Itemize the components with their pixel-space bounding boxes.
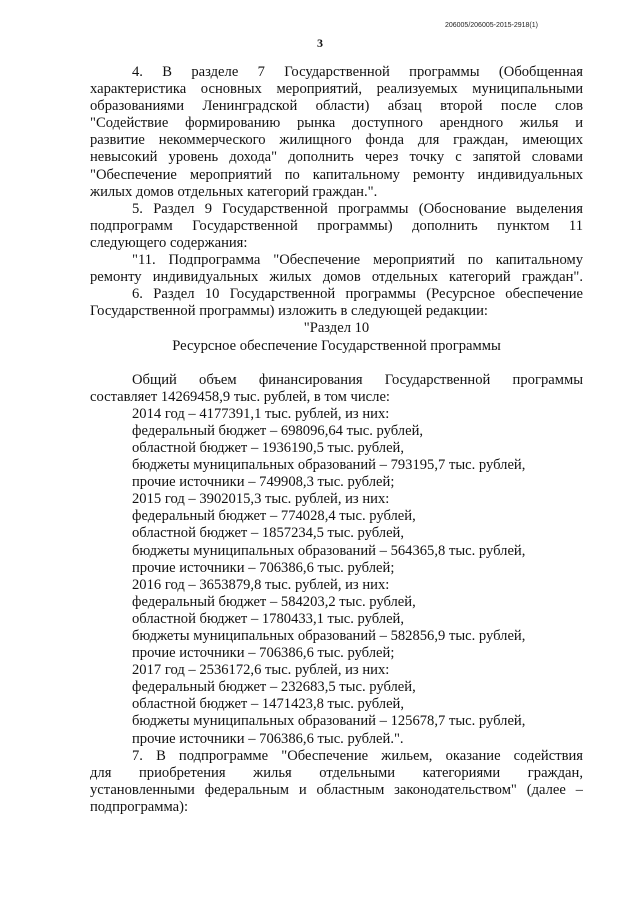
text-line: областной бюджет – 1857234,5 тыс. рублей, xyxy=(132,525,405,542)
text-line: Общий объем финансирования Государственной программы xyxy=(132,371,583,388)
text-line: Ресурсное обеспечение Государственной программы xyxy=(172,337,501,354)
text-line: прочие источники – 706386,6 тыс. рублей; xyxy=(132,645,395,662)
text-line: областной бюджет – 1936190,5 тыс. рублей, xyxy=(132,439,405,456)
text-line: 2017 год – 2536172,6 тыс. рублей, из них: xyxy=(132,662,390,679)
text-line: федеральный бюджет – 584203,2 тыс. рублей, xyxy=(132,593,416,610)
text-line: 6. Раздел 10 Государственной программы (Ресурсное обеспечение xyxy=(132,286,583,303)
text-line: 2014 год – 4177391,1 тыс. рублей, из них: xyxy=(132,405,390,422)
text-line: ремонту индивидуальных жилых домов отдельных категорий граждан". xyxy=(90,269,583,286)
text-line: жилых домов отдельных категорий граждан.". xyxy=(90,183,378,200)
text-line: "Обеспечение мероприятий по капитальному ремонту индивидуальных xyxy=(90,166,583,183)
text-line: характеристика основных мероприятий, реализуемых муниципальными xyxy=(90,81,583,98)
document-body xyxy=(90,64,583,816)
text-line: "Содействие формированию рынка доступного арендного жилья и xyxy=(90,115,583,132)
document-code: 206005/206005-2015-2918(1) xyxy=(444,22,538,29)
text-line: подпрограмм Государственной программы) дополнить пунктом 11 xyxy=(90,217,583,234)
text-line: прочие источники – 706386,6 тыс. рублей.". xyxy=(132,730,404,747)
text-line: прочие источники – 749908,3 тыс. рублей; xyxy=(132,474,395,491)
text-line: 5. Раздел 9 Государственной программы (Обоснование выделения xyxy=(132,200,583,217)
text-line: бюджеты муниципальных образований – 564365,8 тыс. рублей, xyxy=(132,542,526,559)
text-line: федеральный бюджет – 774028,4 тыс. рублей, xyxy=(132,508,416,525)
text-line: бюджеты муниципальных образований – 793195,7 тыс. рублей, xyxy=(132,457,526,474)
text-line: областной бюджет – 1780433,1 тыс. рублей, xyxy=(132,610,405,627)
text-line: прочие источники – 706386,6 тыс. рублей; xyxy=(132,559,395,576)
text-line: 4. В разделе 7 Государственной программы (Обобщенная xyxy=(132,64,583,80)
text-line: для приобретения жилья отдельными категориями граждан, xyxy=(90,764,583,781)
text-line: 2016 год – 3653879,8 тыс. рублей, из них: xyxy=(132,576,390,593)
text-line: федеральный бюджет – 698096,64 тыс. рублей, xyxy=(132,422,424,439)
text-line: "Раздел 10 xyxy=(303,320,370,337)
text-line: Государственной программы) изложить в следующей редакции: xyxy=(90,303,488,320)
blank-line xyxy=(90,355,583,372)
text-line: 2015 год – 3902015,3 тыс. рублей, из них: xyxy=(132,491,390,508)
text-line: установленными федеральным и областным законодательством" (далее – xyxy=(90,781,583,798)
text-line: областной бюджет – 1471423,8 тыс. рублей, xyxy=(132,696,405,713)
text-line: бюджеты муниципальных образований – 125678,7 тыс. рублей, xyxy=(132,713,526,730)
text-line: составляет 14269458,9 тыс. рублей, в том числе: xyxy=(90,388,390,405)
text-line: федеральный бюджет – 232683,5 тыс. рублей, xyxy=(132,679,416,696)
text-line: невысокий уровень дохода" дополнить через точку с запятой словами xyxy=(90,149,583,166)
text-line: бюджеты муниципальных образований – 582856,9 тыс. рублей, xyxy=(132,628,526,644)
text-line: "11. Подпрограмма "Обеспечение мероприятий по капитальному xyxy=(132,252,583,269)
text-line: подпрограмма): xyxy=(90,798,189,815)
text-line: развитие некоммерческого жилищного фонда для граждан, имеющих xyxy=(90,132,583,149)
page-number: 3 xyxy=(317,36,323,50)
text-line: следующего содержания: xyxy=(90,234,248,251)
text-line: 7. В подпрограмме "Обеспечение жильем, оказание содействия xyxy=(132,747,583,764)
text-line: образованиями Ленинградской области) абзац второй после слов xyxy=(90,98,583,115)
